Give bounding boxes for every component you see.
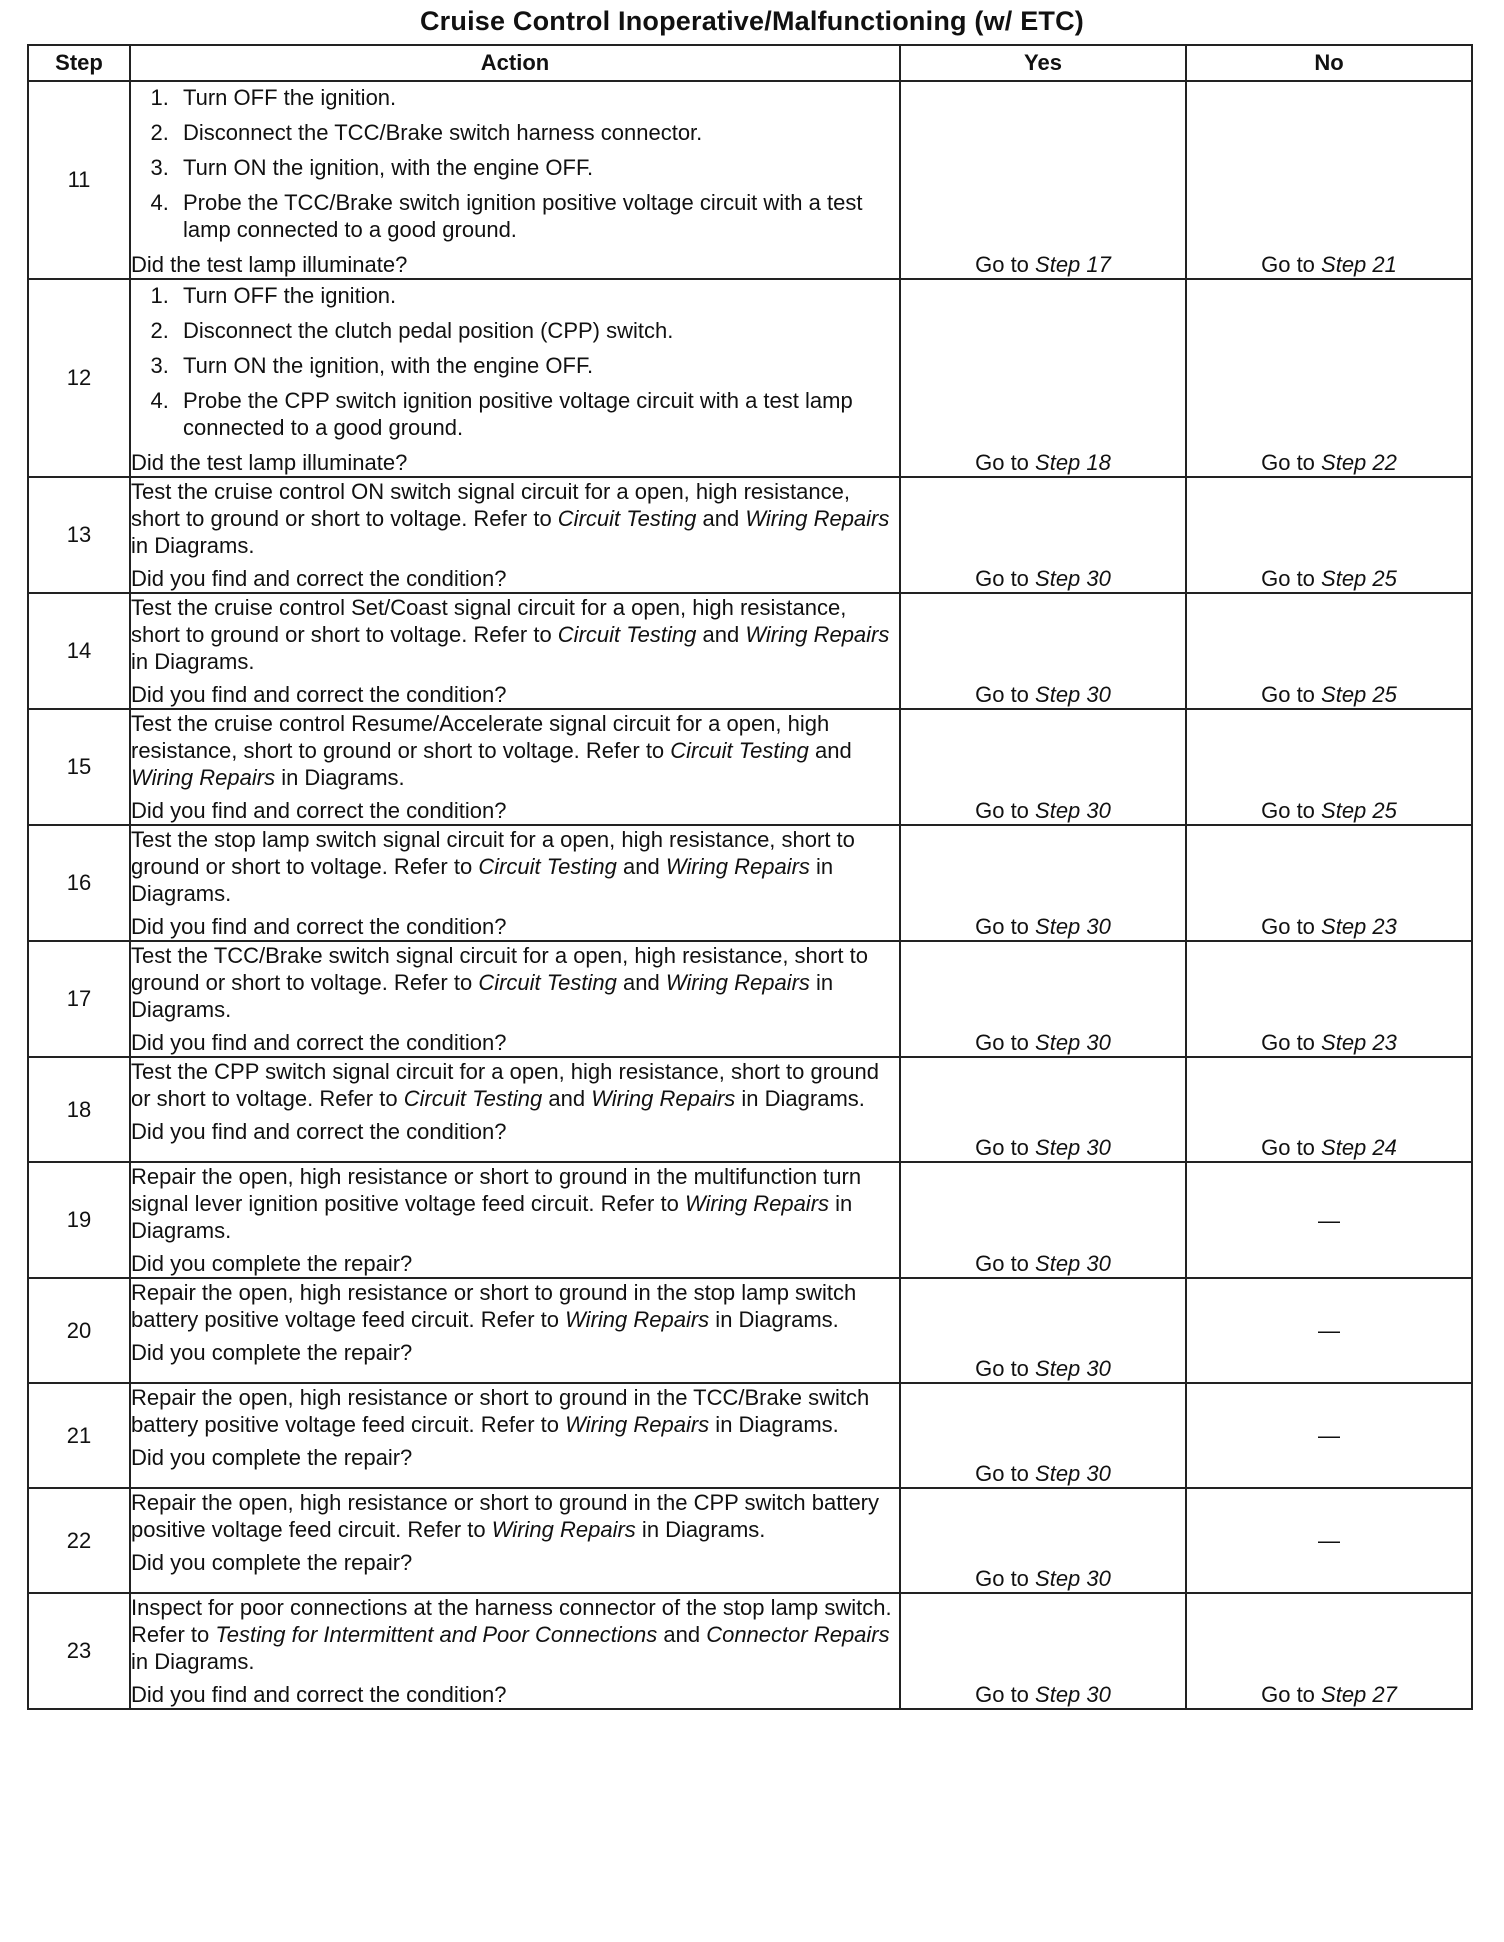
no-goto-prefix: Go to xyxy=(1261,566,1322,591)
reference-link-text: Wiring Repairs xyxy=(565,1307,710,1332)
no-goto-prefix: Go to xyxy=(1261,1030,1322,1055)
description-text: Repair the open, high resistance or short to ground in the stop lamp switch battery positive voltage feed circuit. Refer to xyxy=(131,1280,857,1332)
no-goto-step: Step 21 xyxy=(1321,252,1397,277)
yes-cell xyxy=(900,825,1186,941)
procedure-step: 3. Turn ON the ignition, with the engine OFF. xyxy=(175,154,899,181)
yes-cell xyxy=(900,477,1186,593)
description-text: in Diagrams. xyxy=(275,765,405,790)
action-question: Did you complete the repair? xyxy=(131,1550,413,1575)
table-row xyxy=(28,593,1472,709)
header-no: No xyxy=(1186,45,1472,81)
description-text: in Diagrams. xyxy=(735,1086,865,1111)
step-number: 18 xyxy=(28,1057,130,1162)
action-question: Did you find and correct the condition? xyxy=(131,798,507,823)
yes-goto-step: Step 30 xyxy=(1035,1251,1111,1276)
description-text: and xyxy=(808,738,852,763)
yes-cell xyxy=(900,1057,1186,1162)
action-cell xyxy=(130,1383,900,1488)
table-row xyxy=(28,1278,1472,1383)
header-step: Step xyxy=(28,45,130,81)
yes-cell xyxy=(900,1278,1186,1383)
step-number: 14 xyxy=(28,593,130,709)
yes-goto-prefix: Go to xyxy=(975,1030,1036,1055)
yes-cell xyxy=(900,1383,1186,1488)
yes-cell xyxy=(900,709,1186,825)
no-goto-prefix: Go to xyxy=(1261,450,1322,475)
reference-link-text: Circuit Testing xyxy=(403,1086,543,1111)
action-cell xyxy=(130,709,900,825)
description-text: Test the cruise control ON switch signal circuit for a open, high resistance, short to ground or short to voltage. Refer to xyxy=(131,479,850,531)
reference-link-text: Wiring Repairs xyxy=(591,1086,736,1111)
action-cell xyxy=(130,81,900,279)
reference-link-text: Wiring Repairs xyxy=(565,1412,710,1437)
no-goto-prefix: Go to xyxy=(1261,914,1322,939)
reference-link-text: Wiring Repairs xyxy=(684,1191,830,1216)
reference-link-text: Circuit Testing xyxy=(670,738,809,763)
procedure-step: 4. Probe the TCC/Brake switch ignition positive voltage circuit with a test lamp connected to a good ground. xyxy=(175,189,899,243)
yes-goto-prefix: Go to xyxy=(975,252,1036,277)
action-question: Did you complete the repair? xyxy=(131,1340,413,1365)
no-cell xyxy=(1186,709,1472,825)
action-description xyxy=(131,1489,899,1543)
description-text: in Diagrams. xyxy=(709,1412,839,1437)
procedure-step: 1. Turn OFF the ignition. xyxy=(175,282,899,309)
action-cell xyxy=(130,593,900,709)
yes-cell xyxy=(900,941,1186,1057)
yes-goto-prefix: Go to xyxy=(975,798,1036,823)
yes-goto-step: Step 30 xyxy=(1035,914,1111,939)
yes-goto-prefix: Go to xyxy=(975,450,1036,475)
reference-link-text: Circuit Testing xyxy=(557,622,697,647)
no-goto-prefix: Go to xyxy=(1261,1135,1322,1160)
table-row xyxy=(28,279,1472,477)
no-goto-prefix: Go to xyxy=(1261,1682,1322,1707)
no-cell xyxy=(1186,1593,1472,1709)
action-description xyxy=(131,594,899,675)
action-cell xyxy=(130,477,900,593)
table-row xyxy=(28,709,1472,825)
description-text: in Diagrams. xyxy=(131,1191,853,1243)
header-action: Action xyxy=(130,45,900,81)
no-cell xyxy=(1186,593,1472,709)
action-question: Did you complete the repair? xyxy=(131,1251,413,1276)
action-question: Did the test lamp illuminate? xyxy=(131,450,408,475)
description-text: in Diagrams. xyxy=(131,533,255,558)
yes-cell xyxy=(900,81,1186,279)
no-cell xyxy=(1186,941,1472,1057)
step-number: 13 xyxy=(28,477,130,593)
action-description xyxy=(131,710,899,791)
no-cell xyxy=(1186,1057,1472,1162)
action-description xyxy=(131,1279,899,1333)
action-question: Did the test lamp illuminate? xyxy=(131,252,408,277)
description-text: Test the CPP switch signal circuit for a open, high resistance, short to ground or short to voltage. Refer to xyxy=(131,1059,879,1111)
description-text: in Diagrams. xyxy=(635,1517,766,1542)
yes-goto-prefix: Go to xyxy=(975,1135,1036,1160)
no-cell xyxy=(1186,1383,1472,1488)
procedure-step: 2. Disconnect the TCC/Brake switch harness connector. xyxy=(175,119,899,146)
table-row xyxy=(28,1057,1472,1162)
reference-link-text: Wiring Repairs xyxy=(745,622,890,647)
reference-link-text: Circuit Testing xyxy=(478,970,617,995)
no-dash: — xyxy=(1318,1318,1340,1343)
table-row xyxy=(28,477,1472,593)
step-number: 11 xyxy=(28,81,130,279)
description-text: Test the stop lamp switch signal circuit for a open, high resistance, short to ground or short to voltage. Refer to xyxy=(131,827,855,879)
action-description xyxy=(131,826,899,907)
yes-cell xyxy=(900,593,1186,709)
no-goto-prefix: Go to xyxy=(1261,252,1322,277)
no-cell xyxy=(1186,279,1472,477)
description-text: and xyxy=(616,970,666,995)
action-description xyxy=(131,1594,899,1675)
action-cell xyxy=(130,941,900,1057)
yes-goto-prefix: Go to xyxy=(975,1251,1036,1276)
description-text: in Diagrams. xyxy=(131,854,834,906)
reference-link-text: Wiring Repairs xyxy=(491,1517,636,1542)
yes-goto-step: Step 30 xyxy=(1035,1356,1111,1381)
reference-link-text: Testing for Intermittent and Poor Connections xyxy=(215,1622,658,1647)
header-row xyxy=(28,45,1472,81)
no-dash: — xyxy=(1318,1528,1340,1553)
yes-goto-prefix: Go to xyxy=(975,1461,1036,1486)
action-question: Did you find and correct the condition? xyxy=(131,1119,507,1144)
yes-goto-step: Step 18 xyxy=(1035,450,1111,475)
action-question: Did you complete the repair? xyxy=(131,1445,413,1470)
no-cell xyxy=(1186,825,1472,941)
reference-link-text: Circuit Testing xyxy=(478,854,617,879)
step-number: 17 xyxy=(28,941,130,1057)
no-goto-step: Step 25 xyxy=(1321,682,1397,707)
table-row xyxy=(28,1162,1472,1278)
description-text: and xyxy=(542,1086,592,1111)
no-dash: — xyxy=(1318,1423,1340,1448)
procedure-list xyxy=(131,282,899,441)
yes-goto-step: Step 30 xyxy=(1035,1566,1111,1591)
table-row xyxy=(28,825,1472,941)
no-goto-step: Step 24 xyxy=(1321,1135,1397,1160)
diagnostic-table xyxy=(27,44,1473,1710)
action-cell xyxy=(130,1278,900,1383)
action-cell xyxy=(130,1593,900,1709)
yes-cell xyxy=(900,1162,1186,1278)
description-text: and xyxy=(657,1622,707,1647)
yes-goto-prefix: Go to xyxy=(975,682,1036,707)
yes-goto-step: Step 30 xyxy=(1035,566,1111,591)
step-number: 23 xyxy=(28,1593,130,1709)
yes-goto-prefix: Go to xyxy=(975,1356,1036,1381)
action-description xyxy=(131,1384,899,1438)
step-number: 19 xyxy=(28,1162,130,1278)
procedure-list xyxy=(131,84,899,243)
description-text: in Diagrams. xyxy=(131,649,255,674)
table-row xyxy=(28,81,1472,279)
no-cell xyxy=(1186,1162,1472,1278)
action-cell xyxy=(130,1162,900,1278)
reference-link-text: Wiring Repairs xyxy=(745,506,890,531)
table-row xyxy=(28,1488,1472,1593)
description-text: and xyxy=(696,622,746,647)
action-description xyxy=(131,942,899,1023)
yes-goto-step: Step 30 xyxy=(1035,1682,1111,1707)
yes-cell xyxy=(900,279,1186,477)
procedure-step: 3. Turn ON the ignition, with the engine OFF. xyxy=(175,352,899,379)
action-question: Did you find and correct the condition? xyxy=(131,914,507,939)
step-number: 12 xyxy=(28,279,130,477)
step-number: 21 xyxy=(28,1383,130,1488)
table-row xyxy=(28,1593,1472,1709)
procedure-step: 2. Disconnect the clutch pedal position (CPP) switch. xyxy=(175,317,899,344)
description-text: Test the cruise control Set/Coast signal circuit for a open, high resistance, short to ground or short to voltage. Refer to xyxy=(131,595,847,647)
reference-link-text: Circuit Testing xyxy=(557,506,697,531)
no-dash: — xyxy=(1318,1207,1340,1233)
description-text: in Diagrams. xyxy=(131,970,834,1022)
reference-link-text: Wiring Repairs xyxy=(665,854,810,879)
description-text: Repair the open, high resistance or short to ground in the CPP switch battery positive voltage feed circuit. Refer to xyxy=(131,1490,880,1542)
description-text: Inspect for poor connections at the harness connector of the stop lamp switch. Refer to xyxy=(131,1595,892,1647)
description-text: Test the cruise control Resume/Accelerate signal circuit for a open, high resistance, short to ground or short to voltage. Refer to xyxy=(131,711,830,763)
description-text: Repair the open, high resistance or short to ground in the TCC/Brake switch battery positive voltage feed circuit. Refer to xyxy=(131,1385,870,1437)
action-description xyxy=(131,1163,899,1244)
no-goto-step: Step 23 xyxy=(1321,1030,1397,1055)
description-text: in Diagrams. xyxy=(131,1649,255,1674)
action-question: Did you find and correct the condition? xyxy=(131,566,507,591)
yes-goto-step: Step 30 xyxy=(1035,1135,1111,1160)
yes-goto-step: Step 17 xyxy=(1035,252,1111,277)
no-cell xyxy=(1186,1278,1472,1383)
page-title: Cruise Control Inoperative/Malfunctioning (w/ ETC) xyxy=(419,6,1084,36)
yes-goto-prefix: Go to xyxy=(975,1566,1036,1591)
yes-goto-prefix: Go to xyxy=(975,1682,1036,1707)
action-cell xyxy=(130,1057,900,1162)
yes-goto-step: Step 30 xyxy=(1035,798,1111,823)
no-goto-prefix: Go to xyxy=(1261,798,1322,823)
description-text: in Diagrams. xyxy=(709,1307,839,1332)
no-cell xyxy=(1186,477,1472,593)
description-text: and xyxy=(696,506,746,531)
reference-link-text: Wiring Repairs xyxy=(665,970,810,995)
yes-goto-step: Step 30 xyxy=(1035,682,1111,707)
procedure-step: 1. Turn OFF the ignition. xyxy=(175,84,899,111)
table-row xyxy=(28,941,1472,1057)
description-text: and xyxy=(616,854,666,879)
no-goto-step: Step 27 xyxy=(1321,1682,1397,1707)
no-goto-step: Step 25 xyxy=(1321,566,1397,591)
action-description xyxy=(131,1058,899,1112)
no-goto-prefix: Go to xyxy=(1261,682,1322,707)
yes-goto-step: Step 30 xyxy=(1035,1461,1111,1486)
action-question: Did you find and correct the condition? xyxy=(131,682,507,707)
table-row xyxy=(28,1383,1472,1488)
step-number: 22 xyxy=(28,1488,130,1593)
reference-link-text: Connector Repairs xyxy=(706,1622,890,1647)
action-cell xyxy=(130,279,900,477)
no-goto-step: Step 25 xyxy=(1321,798,1397,823)
action-question: Did you find and correct the condition? xyxy=(131,1030,507,1055)
description-text: Test the TCC/Brake switch signal circuit for a open, high resistance, short to ground or short to voltage. Refer to xyxy=(131,943,868,995)
action-question: Did you find and correct the condition? xyxy=(131,1682,507,1707)
procedure-step: 4. Probe the CPP switch ignition positive voltage circuit with a test lamp connected to a good ground. xyxy=(175,387,899,441)
no-cell xyxy=(1186,81,1472,279)
action-cell xyxy=(130,825,900,941)
table-body xyxy=(28,81,1472,1709)
no-goto-step: Step 22 xyxy=(1321,450,1397,475)
yes-cell xyxy=(900,1488,1186,1593)
step-number: 20 xyxy=(28,1278,130,1383)
action-cell xyxy=(130,1488,900,1593)
no-cell xyxy=(1186,1488,1472,1593)
yes-cell xyxy=(900,1593,1186,1709)
description-text: Repair the open, high resistance or short to ground in the multifunction turn signal lever ignition positive voltage feed circuit. Refer to xyxy=(131,1164,862,1216)
yes-goto-prefix: Go to xyxy=(975,914,1036,939)
yes-goto-step: Step 30 xyxy=(1035,1030,1111,1055)
no-goto-step: Step 23 xyxy=(1321,914,1397,939)
action-description xyxy=(131,478,899,559)
step-number: 16 xyxy=(28,825,130,941)
step-number: 15 xyxy=(28,709,130,825)
reference-link-text: Wiring Repairs xyxy=(131,765,276,790)
header-yes: Yes xyxy=(900,45,1186,81)
yes-goto-prefix: Go to xyxy=(975,566,1036,591)
